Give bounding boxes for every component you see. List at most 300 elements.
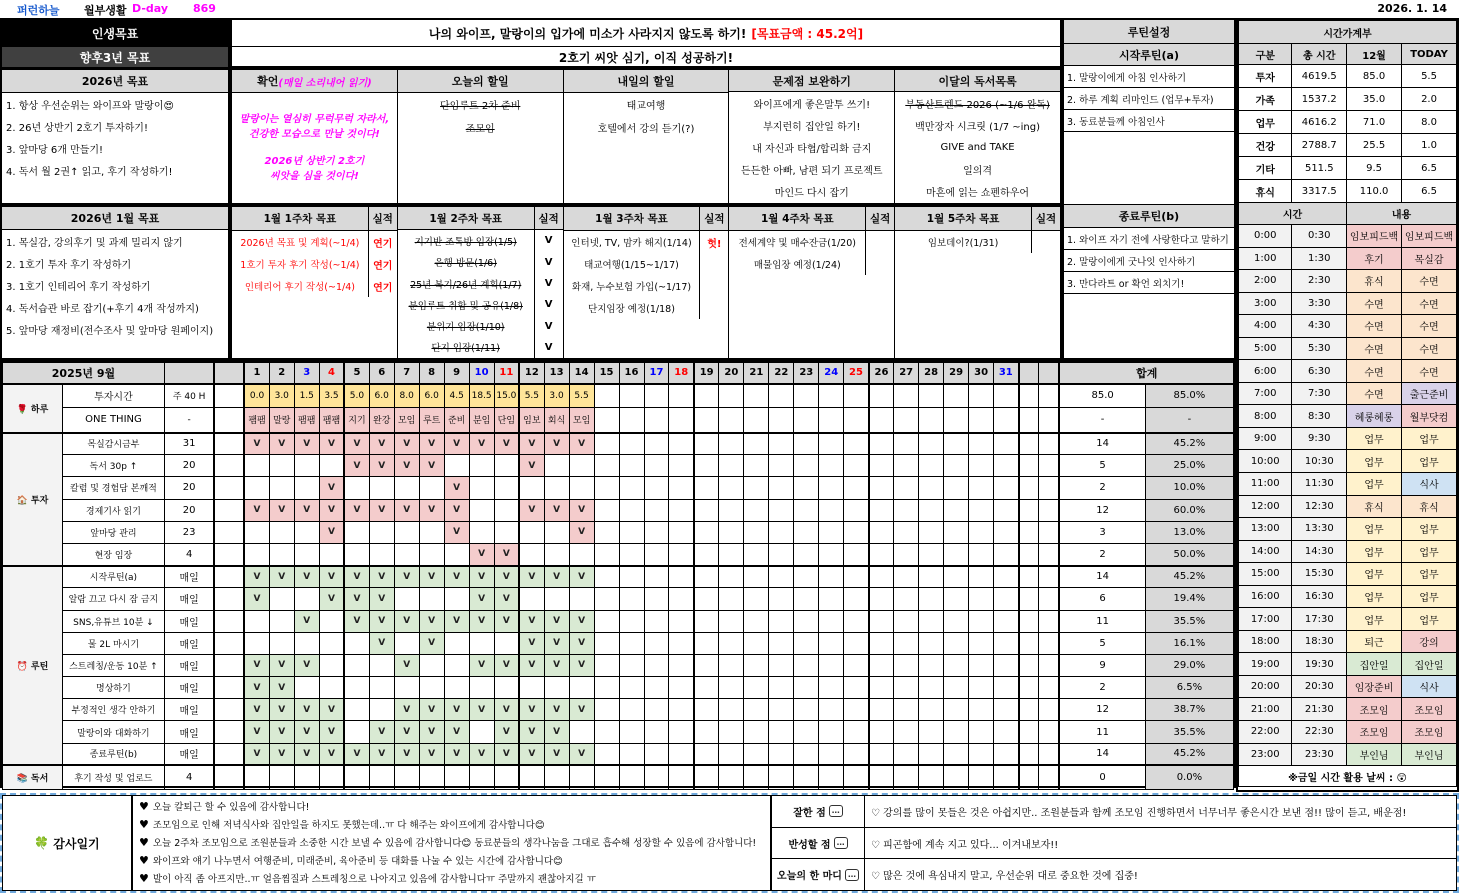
week-goal-result[interactable]: V [534, 230, 563, 251]
tomorrow-task-item[interactable]: 호텔에서 강의 듣기(?) [597, 124, 695, 135]
habit-check-cell[interactable]: V [569, 566, 594, 588]
habit-check-cell[interactable] [869, 677, 894, 699]
tracker-day-value[interactable]: 말랑 [269, 408, 294, 433]
tracker-day-value[interactable]: 15.0 [494, 384, 519, 408]
tracker-day-value[interactable]: 단임 [494, 408, 519, 433]
week-goal-item[interactable]: 분임루트 취합 및 공유(1/8) [408, 300, 523, 312]
habit-check-cell[interactable] [869, 743, 894, 765]
habit-check-cell[interactable]: V [294, 721, 319, 743]
habit-check-cell[interactable] [594, 521, 619, 543]
week-goal-result[interactable]: V [534, 252, 563, 273]
habit-check-cell[interactable] [894, 610, 919, 632]
habit-check-cell[interactable] [569, 543, 594, 565]
budget-value[interactable]: 3317.5 [1292, 180, 1347, 203]
tracker-day-value[interactable] [744, 384, 769, 408]
habit-check-cell[interactable] [619, 743, 644, 765]
habit-check-cell[interactable]: V [244, 677, 269, 699]
week-goal-item[interactable]: 인테리어 후기 작성(~1/4) [244, 282, 355, 293]
tracker-day-value[interactable] [944, 408, 969, 433]
habit-check-cell[interactable] [294, 677, 319, 699]
monthly-goal-item[interactable]: 3. 1호기 인테리어 후기 작성하기 [6, 281, 151, 293]
habit-check-cell[interactable] [869, 543, 894, 565]
time-entry[interactable]: 업무 [1402, 563, 1457, 586]
habit-check-cell[interactable] [244, 765, 269, 789]
tracker-day-value[interactable]: 0.0 [244, 384, 269, 408]
tracker-day-value[interactable]: 5.5 [569, 384, 594, 408]
habit-check-cell[interactable] [669, 699, 694, 721]
habit-check-cell[interactable] [669, 588, 694, 610]
habit-check-cell[interactable] [694, 677, 719, 699]
habit-check-cell[interactable] [719, 721, 744, 743]
habit-check-cell[interactable] [944, 721, 969, 743]
habit-check-cell[interactable] [419, 588, 444, 610]
habit-check-cell[interactable] [794, 588, 819, 610]
habit-check-cell[interactable] [944, 610, 969, 632]
habit-check-cell[interactable] [669, 721, 694, 743]
three-year-goal-text[interactable]: 2호기 씨앗 심기, 이직 성공하기! [232, 46, 1060, 67]
habit-check-cell[interactable] [269, 632, 294, 654]
improvement-item[interactable]: 부지런히 집안일 하기! [763, 121, 861, 133]
habit-check-cell[interactable]: V [394, 654, 419, 676]
habit-check-cell[interactable] [719, 543, 744, 565]
habit-check-cell[interactable] [744, 543, 769, 565]
habit-check-cell[interactable] [519, 677, 544, 699]
tracker-day-value[interactable] [744, 408, 769, 433]
habit-check-cell[interactable]: V [419, 499, 444, 521]
habit-check-cell[interactable]: V [269, 654, 294, 676]
habit-check-cell[interactable] [469, 477, 494, 499]
sheet-name[interactable]: 퍼런하늘 [17, 4, 60, 17]
habit-check-cell[interactable]: V [244, 499, 269, 521]
habit-check-cell[interactable] [919, 677, 944, 699]
habit-check-cell[interactable]: V [294, 433, 319, 455]
week-goal-item[interactable]: 단지임장 예정(1/18) [588, 304, 675, 315]
time-entry[interactable]: 목실감 [1402, 247, 1457, 270]
gratitude-line[interactable] [139, 798, 764, 816]
habit-check-cell[interactable]: V [269, 566, 294, 588]
habit-check-cell[interactable] [969, 699, 994, 721]
habit-check-cell[interactable] [669, 677, 694, 699]
habit-check-cell[interactable] [919, 521, 944, 543]
habit-check-cell[interactable] [744, 477, 769, 499]
habit-check-cell[interactable]: V [444, 433, 469, 455]
tomorrow-task-item[interactable]: 태교여행 [626, 101, 666, 112]
habit-check-cell[interactable] [744, 632, 769, 654]
habit-check-cell[interactable]: V [244, 699, 269, 721]
habit-check-cell[interactable] [744, 566, 769, 588]
week-goal-item[interactable]: 매물임장 예정(1/24) [753, 260, 841, 271]
habit-check-cell[interactable] [594, 743, 619, 765]
tracker-day-value[interactable] [594, 384, 619, 408]
time-entry[interactable]: 업무 [1402, 450, 1457, 473]
habit-check-cell[interactable]: V [319, 743, 344, 765]
habit-check-cell[interactable] [844, 499, 869, 521]
reading-list-item[interactable]: GIVE and TAKE [940, 142, 1015, 154]
habit-check-cell[interactable] [894, 521, 919, 543]
habit-target[interactable]: 20 [164, 499, 214, 521]
habit-check-cell[interactable] [344, 677, 369, 699]
habit-check-cell[interactable]: V [244, 743, 269, 765]
habit-check-cell[interactable] [944, 699, 969, 721]
time-entry[interactable]: 업무 [1347, 473, 1402, 496]
tracker-day-value[interactable]: 모임 [394, 408, 419, 433]
monthly-goal-item[interactable]: 4. 독서습관 바로 잡기(+후기 4개 작성까지) [6, 303, 199, 315]
monthly-goal-item[interactable]: 2. 1호기 투자 후기 작성하기 [6, 259, 132, 271]
habit-check-cell[interactable] [694, 743, 719, 765]
tracker-day-value[interactable] [819, 408, 844, 433]
habit-check-cell[interactable] [919, 721, 944, 743]
habit-check-cell[interactable]: V [319, 521, 344, 543]
habit-check-cell[interactable]: V [394, 721, 419, 743]
habit-check-cell[interactable] [644, 566, 669, 588]
habit-check-cell[interactable] [344, 543, 369, 565]
habit-check-cell[interactable]: V [294, 699, 319, 721]
habit-check-cell[interactable]: V [369, 566, 394, 588]
habit-check-cell[interactable] [844, 743, 869, 765]
tracker-day-value[interactable]: 회식 [544, 408, 569, 433]
habit-check-cell[interactable] [844, 677, 869, 699]
habit-check-cell[interactable] [394, 543, 419, 565]
week-goal-item[interactable]: 25년 복기/26년 계획(1/7) [410, 279, 522, 291]
tracker-day-value[interactable]: 모임 [569, 408, 594, 433]
habit-check-cell[interactable] [969, 521, 994, 543]
habit-check-cell[interactable] [719, 699, 744, 721]
habit-check-cell[interactable] [869, 699, 894, 721]
habit-check-cell[interactable] [344, 765, 369, 789]
habit-check-cell[interactable]: V [544, 499, 569, 521]
habit-check-cell[interactable] [894, 677, 919, 699]
habit-check-cell[interactable] [944, 765, 969, 789]
habit-target[interactable]: 매일 [164, 588, 214, 610]
habit-check-cell[interactable]: V [544, 743, 569, 765]
habit-check-cell[interactable] [594, 543, 619, 565]
habit-check-cell[interactable] [444, 632, 469, 654]
habit-check-cell[interactable] [819, 433, 844, 455]
habit-check-cell[interactable] [719, 455, 744, 477]
habit-check-cell[interactable] [594, 455, 619, 477]
time-entry[interactable]: 업무 [1347, 427, 1402, 450]
week-goal-result[interactable]: V [534, 337, 563, 358]
habit-check-cell[interactable] [944, 499, 969, 521]
habit-check-cell[interactable]: V [494, 743, 519, 765]
habit-check-cell[interactable]: V [419, 699, 444, 721]
habit-check-cell[interactable]: V [569, 499, 594, 521]
habit-check-cell[interactable]: V [344, 499, 369, 521]
habit-check-cell[interactable] [744, 610, 769, 632]
habit-check-cell[interactable] [969, 743, 994, 765]
budget-value[interactable]: 4619.5 [1292, 65, 1347, 88]
habit-check-cell[interactable] [794, 721, 819, 743]
time-entry[interactable]: 수면 [1402, 337, 1457, 360]
tracker-day-value[interactable] [994, 384, 1019, 408]
habit-check-cell[interactable] [744, 765, 769, 789]
habit-target[interactable]: 31 [164, 433, 214, 455]
habit-check-cell[interactable]: V [494, 566, 519, 588]
habit-check-cell[interactable]: V [294, 566, 319, 588]
week-goal-result[interactable] [699, 275, 728, 297]
habit-check-cell[interactable] [844, 433, 869, 455]
week-goal-result[interactable] [1031, 231, 1060, 253]
budget-value[interactable]: 2788.7 [1292, 134, 1347, 157]
habit-check-cell[interactable] [994, 632, 1019, 654]
time-entry[interactable]: 업무 [1347, 563, 1402, 586]
habit-check-cell[interactable]: V [494, 721, 519, 743]
habit-check-cell[interactable]: V [419, 743, 444, 765]
habit-check-cell[interactable] [619, 699, 644, 721]
habit-check-cell[interactable]: V [369, 433, 394, 455]
budget-value[interactable]: 4616.2 [1292, 111, 1347, 134]
habit-check-cell[interactable] [444, 677, 469, 699]
week-goal-item[interactable]: 태교여행(1/15~1/17) [584, 260, 679, 271]
habit-check-cell[interactable] [269, 543, 294, 565]
budget-category[interactable]: 건강 [1239, 134, 1292, 157]
habit-check-cell[interactable] [469, 721, 494, 743]
habit-check-cell[interactable] [969, 566, 994, 588]
tracker-day-value[interactable] [794, 408, 819, 433]
habit-check-cell[interactable] [794, 477, 819, 499]
habit-check-cell[interactable] [944, 477, 969, 499]
monthly-goal-item[interactable]: 1. 목실감, 강의후기 및 과제 밀리지 않기 [6, 237, 183, 249]
habit-check-cell[interactable] [944, 521, 969, 543]
habit-check-cell[interactable] [794, 499, 819, 521]
habit-check-cell[interactable] [544, 477, 569, 499]
habit-check-cell[interactable] [419, 654, 444, 676]
week-goal-result[interactable]: V [534, 315, 563, 336]
habit-check-cell[interactable]: V [419, 455, 444, 477]
habit-check-cell[interactable] [919, 477, 944, 499]
habit-check-cell[interactable] [819, 521, 844, 543]
habit-check-cell[interactable] [619, 521, 644, 543]
habit-check-cell[interactable]: V [269, 721, 294, 743]
habit-check-cell[interactable]: V [369, 632, 394, 654]
start-routine-item[interactable]: 3. 동료분들께 아침인사 [1064, 110, 1234, 132]
time-entry[interactable]: 집안일 [1347, 653, 1402, 676]
habit-check-cell[interactable] [644, 677, 669, 699]
habit-target[interactable]: 매일 [164, 610, 214, 632]
habit-check-cell[interactable] [519, 477, 544, 499]
tracker-day-value[interactable] [619, 408, 644, 433]
end-routine-item[interactable]: 3. 만다라트 or 확언 외치기! [1064, 272, 1234, 294]
habit-check-cell[interactable] [619, 588, 644, 610]
time-entry[interactable]: 출근준비 [1402, 382, 1457, 405]
habit-check-cell[interactable]: V [394, 699, 419, 721]
habit-check-cell[interactable]: V [544, 721, 569, 743]
habit-check-cell[interactable] [744, 677, 769, 699]
habit-check-cell[interactable] [919, 654, 944, 676]
habit-check-cell[interactable]: V [244, 566, 269, 588]
habit-check-cell[interactable] [894, 721, 919, 743]
habit-check-cell[interactable] [869, 654, 894, 676]
tracker-day-value[interactable] [844, 408, 869, 433]
habit-check-cell[interactable] [594, 433, 619, 455]
tracker-day-value[interactable]: 3.5 [319, 384, 344, 408]
tracker-day-value[interactable]: 임보 [519, 408, 544, 433]
habit-check-cell[interactable] [694, 699, 719, 721]
habit-check-cell[interactable] [319, 654, 344, 676]
habit-check-cell[interactable]: V [519, 632, 544, 654]
habit-check-cell[interactable] [244, 477, 269, 499]
habit-check-cell[interactable]: V [444, 610, 469, 632]
tracker-day-value[interactable] [794, 384, 819, 408]
habit-check-cell[interactable] [869, 521, 894, 543]
tracker-day-value[interactable]: 완강 [369, 408, 394, 433]
week-goal-item[interactable]: 임보데이?(1/31) [927, 238, 999, 249]
budget-category[interactable]: 휴식 [1239, 180, 1292, 203]
tracker-day-value[interactable]: 5.5 [519, 384, 544, 408]
habit-check-cell[interactable]: V [319, 588, 344, 610]
habit-check-cell[interactable]: V [419, 433, 444, 455]
habit-check-cell[interactable] [294, 455, 319, 477]
habit-check-cell[interactable] [594, 588, 619, 610]
time-entry[interactable]: 임보피드백 [1402, 225, 1457, 248]
habit-check-cell[interactable] [694, 610, 719, 632]
habit-check-cell[interactable]: V [319, 433, 344, 455]
habit-check-cell[interactable] [994, 610, 1019, 632]
habit-check-cell[interactable] [394, 765, 419, 789]
habit-check-cell[interactable] [819, 654, 844, 676]
habit-check-cell[interactable] [869, 433, 894, 455]
habit-check-cell[interactable] [644, 521, 669, 543]
tracker-day-value[interactable] [869, 384, 894, 408]
habit-check-cell[interactable] [719, 677, 744, 699]
today-task-item[interactable]: 조모임 [465, 124, 495, 135]
habit-check-cell[interactable] [969, 654, 994, 676]
habit-check-cell[interactable]: V [469, 566, 494, 588]
habit-check-cell[interactable] [869, 499, 894, 521]
habit-check-cell[interactable] [919, 566, 944, 588]
monthly-goal-item[interactable]: 5. 앞마당 재정비(전수조사 및 앞마당 원페이지) [6, 325, 214, 337]
tracker-day-value[interactable]: 3.0 [269, 384, 294, 408]
time-entry[interactable]: 조모임 [1347, 721, 1402, 744]
habit-check-cell[interactable] [644, 499, 669, 521]
habit-check-cell[interactable] [694, 632, 719, 654]
habit-check-cell[interactable] [294, 765, 319, 789]
habit-check-cell[interactable] [844, 477, 869, 499]
habit-check-cell[interactable]: V [294, 743, 319, 765]
habit-check-cell[interactable]: V [244, 433, 269, 455]
tracker-day-value[interactable]: 18.5 [469, 384, 494, 408]
habit-check-cell[interactable] [769, 721, 794, 743]
time-entry[interactable]: 월부닷컴 [1402, 405, 1457, 428]
tracker-day-value[interactable] [894, 384, 919, 408]
habit-check-cell[interactable] [919, 765, 944, 789]
habit-check-cell[interactable] [844, 699, 869, 721]
tracker-day-value[interactable] [919, 408, 944, 433]
habit-check-cell[interactable] [619, 477, 644, 499]
habit-check-cell[interactable] [869, 588, 894, 610]
habit-check-cell[interactable]: V [444, 743, 469, 765]
habit-check-cell[interactable] [444, 654, 469, 676]
habit-check-cell[interactable] [269, 521, 294, 543]
habit-check-cell[interactable] [669, 632, 694, 654]
tracker-day-value[interactable]: 8.0 [394, 384, 419, 408]
habit-check-cell[interactable] [769, 677, 794, 699]
habit-check-cell[interactable] [494, 499, 519, 521]
habit-check-cell[interactable] [894, 433, 919, 455]
habit-check-cell[interactable] [794, 543, 819, 565]
habit-check-cell[interactable] [619, 765, 644, 789]
habit-check-cell[interactable] [894, 543, 919, 565]
tracker-day-value[interactable]: 3.0 [544, 384, 569, 408]
habit-check-cell[interactable]: V [494, 654, 519, 676]
habit-check-cell[interactable] [794, 455, 819, 477]
habit-check-cell[interactable]: V [494, 543, 519, 565]
habit-check-cell[interactable] [719, 632, 744, 654]
habit-check-cell[interactable] [894, 499, 919, 521]
habit-check-cell[interactable] [369, 699, 394, 721]
tracker-day-value[interactable] [919, 384, 944, 408]
habit-check-cell[interactable] [844, 543, 869, 565]
habit-check-cell[interactable]: V [544, 566, 569, 588]
reading-list-item[interactable]: 부동산트렌드 2026 (~1/6 완독) [905, 99, 1050, 111]
tracker-row-target[interactable]: - [164, 408, 214, 433]
habit-check-cell[interactable] [844, 521, 869, 543]
habit-check-cell[interactable] [819, 477, 844, 499]
budget-value[interactable]: 2.0 [1402, 88, 1457, 111]
habit-check-cell[interactable] [419, 543, 444, 565]
time-entry[interactable]: 조모임 [1402, 721, 1457, 744]
tracker-day-value[interactable]: 4.5 [444, 384, 469, 408]
habit-check-cell[interactable] [619, 632, 644, 654]
habit-check-cell[interactable] [544, 677, 569, 699]
habit-check-cell[interactable] [969, 632, 994, 654]
habit-target[interactable]: 20 [164, 477, 214, 499]
habit-check-cell[interactable] [344, 721, 369, 743]
affirmation-text[interactable] [232, 93, 397, 203]
tracker-day-value[interactable]: 5.0 [344, 384, 369, 408]
tracker-day-value[interactable] [644, 384, 669, 408]
habit-check-cell[interactable] [994, 588, 1019, 610]
habit-check-cell[interactable] [344, 632, 369, 654]
habit-check-cell[interactable] [544, 765, 569, 789]
habit-check-cell[interactable] [644, 477, 669, 499]
habit-check-cell[interactable] [319, 677, 344, 699]
habit-check-cell[interactable] [369, 521, 394, 543]
habit-check-cell[interactable] [994, 521, 1019, 543]
habit-check-cell[interactable] [594, 632, 619, 654]
habit-target[interactable]: 매일 [164, 566, 214, 588]
habit-check-cell[interactable]: V [319, 721, 344, 743]
habit-check-cell[interactable] [719, 477, 744, 499]
habit-check-cell[interactable] [994, 543, 1019, 565]
habit-check-cell[interactable] [619, 566, 644, 588]
habit-check-cell[interactable] [919, 588, 944, 610]
habit-check-cell[interactable]: V [519, 654, 544, 676]
habit-check-cell[interactable] [819, 765, 844, 789]
habit-check-cell[interactable] [844, 610, 869, 632]
habit-check-cell[interactable] [819, 677, 844, 699]
habit-check-cell[interactable] [919, 433, 944, 455]
habit-check-cell[interactable] [594, 499, 619, 521]
habit-check-cell[interactable] [294, 521, 319, 543]
time-entry[interactable]: 업무 [1347, 540, 1402, 563]
habit-check-cell[interactable] [644, 433, 669, 455]
habit-check-cell[interactable] [944, 654, 969, 676]
habit-check-cell[interactable] [244, 455, 269, 477]
habit-check-cell[interactable] [494, 632, 519, 654]
habit-check-cell[interactable] [669, 477, 694, 499]
time-entry[interactable]: 업무 [1347, 450, 1402, 473]
habit-check-cell[interactable] [994, 765, 1019, 789]
gratitude-line[interactable] [139, 870, 764, 888]
time-entry[interactable]: 후기 [1347, 247, 1402, 270]
week-goal-result[interactable]: V [534, 273, 563, 294]
gratitude-line[interactable] [139, 834, 764, 852]
habit-check-cell[interactable] [294, 543, 319, 565]
habit-check-cell[interactable] [894, 699, 919, 721]
habit-check-cell[interactable] [794, 632, 819, 654]
habit-check-cell[interactable]: V [469, 699, 494, 721]
